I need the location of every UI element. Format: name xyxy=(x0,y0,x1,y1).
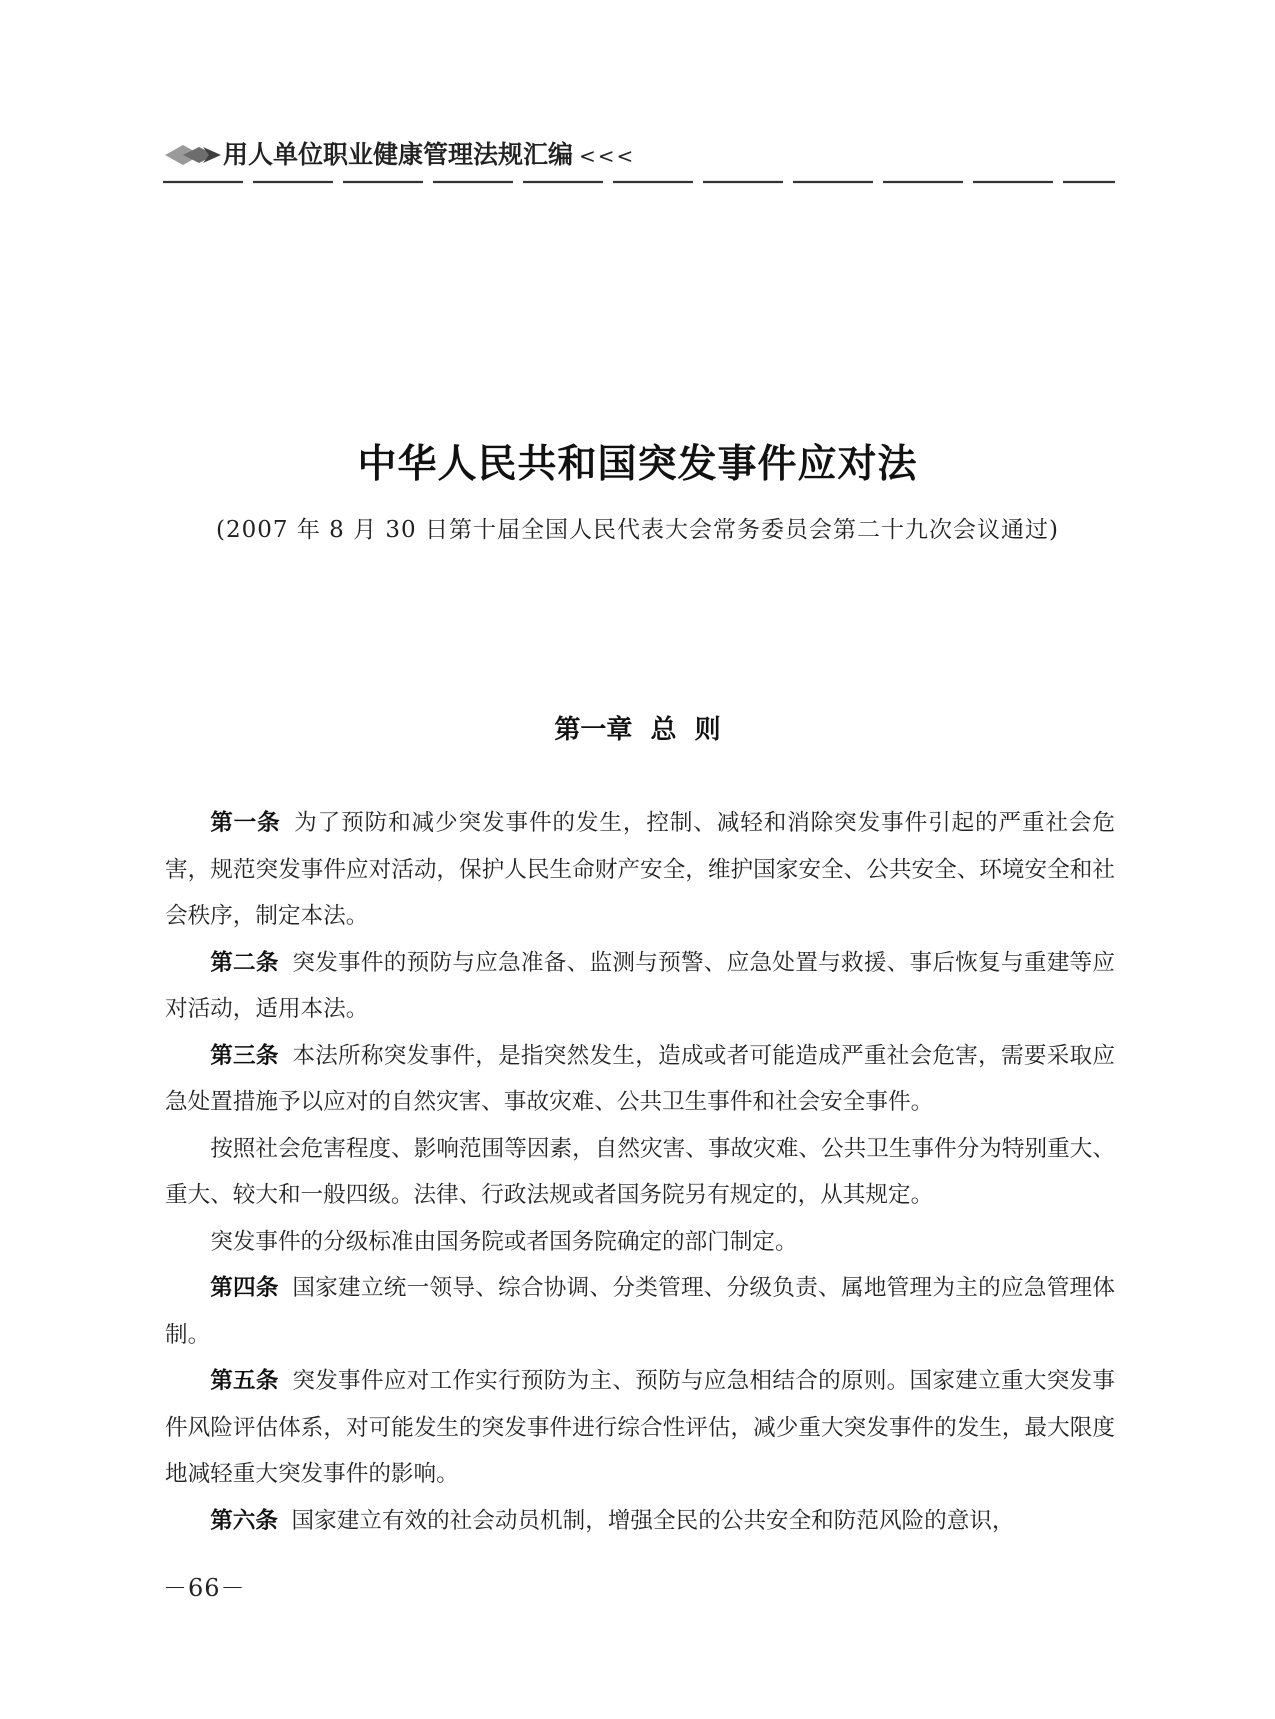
article-text: 按照社会危害程度、影响范围等因素，自然灾害、事故灾难、公共卫生事件分为特别重大、重大、较大和一般四级。法律、行政法规或者国务院另有规定的，从其规定。 xyxy=(165,1135,1115,1208)
header-title xyxy=(223,140,635,171)
continuation-paragraph xyxy=(165,1126,1115,1219)
article-text: 为了预防和减少突发事件的发生，控制、减轻和消除突发事件引起的严重社会危害，规范突发事件应对活动，保护人民生命财产安全，维护国家安全、公共安全、环境安全和社会秩序，制定本法。 xyxy=(165,810,1116,929)
article-paragraph xyxy=(165,1358,1115,1498)
continuation-paragraph xyxy=(165,1219,1115,1266)
article-paragraph xyxy=(165,940,1115,1033)
document-title: 中华人民共和国突发事件应对法 xyxy=(357,442,918,488)
article-text: 突发事件应对工作实行预防为主、预防与应急相结合的原则。国家建立重大突发事件风险评估体系，对可能发生的突发事件进行综合性评估，减少重大突发事件的发生，最大限度地减轻重大突发事件的影响。 xyxy=(165,1368,1116,1487)
article-text: 国家建立统一领导、综合协调、分类管理、分级负责、属地管理为主的应急管理体制。 xyxy=(165,1275,1116,1348)
chapter-heading-text: 第一章 总 则 xyxy=(554,715,721,745)
header-arrows: <<< xyxy=(579,144,636,168)
article-paragraph xyxy=(165,1265,1115,1358)
dashed-rule xyxy=(163,180,1115,184)
article-paragraph xyxy=(165,1498,1115,1545)
article-text: 突发事件的预防与应急准备、监测与预警、应急处置与救援、事后恢复与重建等应对活动，适用本法。 xyxy=(165,949,1116,1022)
header-title-text: 用人单位职业健康管理法规汇编 xyxy=(223,140,574,169)
article-number: 第五条 xyxy=(210,1368,279,1394)
article-text: 突发事件的分级标准由国务院或者国务院确定的部门制定。 xyxy=(210,1228,798,1255)
article-number: 第六条 xyxy=(210,1507,278,1534)
article-paragraph xyxy=(165,800,1115,940)
article-number: 第三条 xyxy=(210,1042,279,1069)
article-number: 第一条 xyxy=(210,810,281,836)
page-number: －66－ xyxy=(163,1574,246,1602)
article-number: 第四条 xyxy=(210,1275,279,1301)
header-rule xyxy=(163,180,1115,184)
chapter-heading xyxy=(0,710,1275,750)
document-body xyxy=(165,800,1115,1544)
article-number: 第二条 xyxy=(210,949,279,976)
article-text: 国家建立有效的社会动员机制，增强全民的公共安全和防范风险的意识， xyxy=(291,1507,1015,1534)
article-paragraph xyxy=(165,1033,1115,1126)
document-subtitle: (2007 年 8 月 30 日第十届全国人民代表大会常务委员会第二十九次会议通过) xyxy=(216,517,1059,543)
double-diamond-icon xyxy=(163,142,225,168)
article-text: 本法所称突发事件，是指突然发生，造成或者可能造成严重社会危害，需要采取应急处置措施予以应对的自然灾害、事故灾难、公共卫生事件和社会安全事件。 xyxy=(165,1042,1116,1115)
running-header xyxy=(163,140,1115,184)
